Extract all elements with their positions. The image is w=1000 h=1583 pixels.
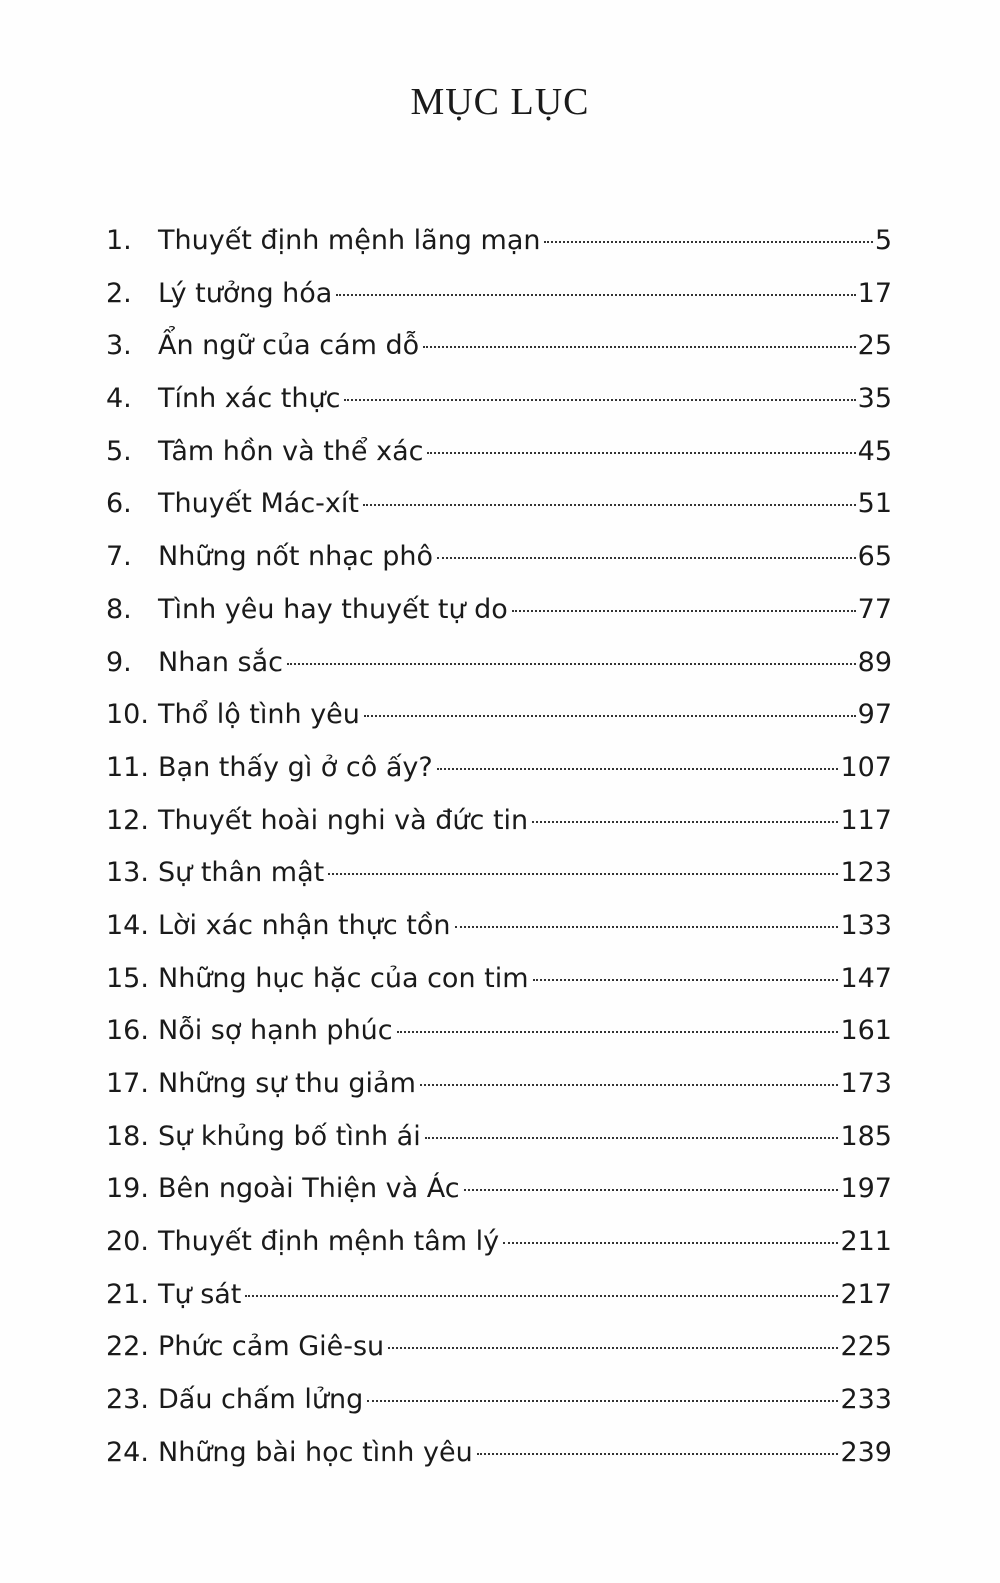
toc-entry — [106, 847, 892, 900]
toc-entry-page-number: 77 — [857, 593, 892, 625]
toc-entry — [106, 953, 892, 1006]
toc-entry-number: 8. — [106, 593, 132, 625]
toc-entry-number: 19. — [106, 1173, 149, 1205]
dot-leader — [344, 399, 855, 401]
dot-leader — [532, 821, 838, 823]
toc-entry — [106, 531, 892, 584]
toc-entry-page-number: 239 — [840, 1436, 892, 1468]
toc-entry-title: Tính xác thực — [158, 383, 341, 415]
toc-entry — [106, 584, 892, 637]
toc-entry-number: 13. — [106, 857, 149, 889]
toc-entry-title: Nỗi sợ hạnh phúc — [158, 1015, 393, 1047]
toc-entry — [106, 1216, 892, 1269]
toc-entry — [106, 1005, 892, 1058]
toc-entry-number: 2. — [106, 277, 132, 309]
dot-leader — [437, 557, 856, 559]
toc-entry-page-number: 161 — [840, 1015, 892, 1047]
toc-entry — [106, 742, 892, 795]
toc-entry-number: 10. — [106, 699, 149, 731]
toc-entry-title: Nhan sắc — [158, 646, 284, 678]
toc-entry-title: Bên ngoài Thiện và Ác — [158, 1173, 460, 1205]
toc-entry-title: Những bài học tình yêu — [158, 1436, 473, 1468]
toc-entry — [106, 1321, 892, 1374]
toc-entry-title: Thổ lộ tình yêu — [158, 699, 360, 731]
toc-entry-title: Dấu chấm lửng — [158, 1384, 364, 1416]
toc-entry-number: 11. — [106, 751, 149, 783]
dot-leader — [363, 504, 856, 506]
toc-entry — [106, 795, 892, 848]
toc-entry-number: 7. — [106, 541, 132, 573]
toc-entry-title: Lý tưởng hóa — [158, 277, 333, 309]
toc-entry — [106, 215, 892, 268]
toc-entry-page-number: 123 — [840, 857, 892, 889]
toc-entry-title: Thuyết định mệnh tâm lý — [158, 1226, 500, 1258]
dot-leader — [287, 663, 856, 665]
toc-entry-title: Sự khủng bố tình ái — [158, 1120, 421, 1152]
toc-entry-page-number: 51 — [857, 488, 892, 520]
toc-entry — [106, 1374, 892, 1427]
toc-entry-title: Ẩn ngữ của cám dỗ — [158, 330, 420, 362]
dot-leader — [533, 979, 839, 981]
toc-entry — [106, 900, 892, 953]
toc-entry-number: 15. — [106, 962, 149, 994]
toc-entry-page-number: 147 — [840, 962, 892, 994]
toc-entry-number: 12. — [106, 804, 149, 836]
dot-leader — [425, 1137, 839, 1139]
dot-leader — [420, 1084, 839, 1086]
toc-entry — [106, 689, 892, 742]
toc-entry — [106, 1269, 892, 1322]
toc-entry-page-number: 97 — [857, 699, 892, 731]
toc-entry-title: Thuyết định mệnh lãng mạn — [158, 225, 541, 256]
dot-leader — [437, 768, 839, 770]
toc-entry — [106, 478, 892, 531]
toc-entry-page-number: 107 — [840, 751, 892, 783]
toc-entry-title: Thuyết Mác-xít — [158, 488, 359, 520]
toc-entry-title: Sự thân mật — [158, 857, 325, 889]
dot-leader — [455, 926, 839, 928]
toc-entry-title: Tâm hồn và thể xác — [158, 435, 424, 467]
toc-entry-page-number: 65 — [857, 541, 892, 573]
page-title: MỤC LỤC — [410, 81, 590, 123]
toc-entry-page-number: 25 — [857, 330, 892, 362]
toc-entry-title: Thuyết hoài nghi và đức tin — [158, 804, 529, 836]
dot-leader — [427, 452, 855, 454]
toc-entry — [106, 426, 892, 479]
toc-entry-title: Những sự thu giảm — [158, 1068, 416, 1099]
toc-entry-page-number: 225 — [840, 1331, 892, 1363]
toc-entry-number: 6. — [106, 488, 132, 520]
toc-entry-page-number: 89 — [857, 646, 892, 678]
toc-entry-number: 20. — [106, 1226, 149, 1258]
toc-entry-page-number: 45 — [857, 435, 892, 467]
toc-entry-number: 18. — [106, 1120, 149, 1152]
toc-entry-page-number: 133 — [840, 909, 892, 941]
toc-entry — [106, 1427, 892, 1480]
dot-leader — [328, 873, 838, 875]
toc-entry-title: Phức cảm Giê-su — [158, 1331, 385, 1363]
toc-entry-number: 21. — [106, 1278, 149, 1310]
toc-entry-page-number: 185 — [840, 1120, 892, 1152]
toc-entry-page-number: 35 — [857, 383, 892, 415]
toc-entry — [106, 373, 892, 426]
toc-entry-number: 9. — [106, 646, 132, 678]
toc-entry-page-number: 217 — [840, 1278, 892, 1310]
toc-entry — [106, 1111, 892, 1164]
toc-entry-number: 22. — [106, 1331, 149, 1363]
dot-leader — [388, 1347, 838, 1349]
dot-leader — [477, 1453, 839, 1455]
toc-entry-number: 4. — [106, 383, 132, 415]
toc-entry-page-number: 5 — [874, 225, 892, 256]
dot-leader — [544, 241, 872, 243]
dot-leader — [336, 294, 855, 296]
toc-entry-title: Lời xác nhận thực tồn — [158, 909, 451, 941]
dot-leader — [512, 610, 856, 612]
toc-entry-title: Tự sát — [158, 1278, 242, 1310]
toc-entry-number: 14. — [106, 909, 149, 941]
toc-entry-page-number: 173 — [840, 1068, 892, 1099]
toc-entry-number: 17. — [106, 1068, 149, 1099]
toc-entry-title: Những hục hặc của con tim — [158, 962, 529, 994]
toc-entry-number: 23. — [106, 1384, 149, 1416]
toc-entry-title: Tình yêu hay thuyết tự do — [158, 593, 508, 625]
dot-leader — [245, 1295, 838, 1297]
toc-entry-page-number: 197 — [840, 1173, 892, 1205]
toc-entry — [106, 637, 892, 690]
toc-entry-page-number: 117 — [840, 804, 892, 836]
dot-leader — [423, 346, 856, 348]
dot-leader — [503, 1242, 838, 1244]
toc-entry-number: 3. — [106, 330, 132, 362]
toc-entry — [106, 1058, 892, 1111]
toc-entry-page-number: 233 — [840, 1384, 892, 1416]
toc-entry-number: 24. — [106, 1436, 149, 1468]
dot-leader — [397, 1031, 839, 1033]
table-of-contents — [106, 215, 892, 1480]
toc-entry-page-number: 17 — [857, 277, 892, 309]
toc-entry-title: Bạn thấy gì ở cô ấy? — [158, 751, 433, 783]
toc-entry-page-number: 211 — [840, 1226, 892, 1258]
dot-leader — [367, 1400, 838, 1402]
toc-entry — [106, 268, 892, 321]
toc-entry — [106, 320, 892, 373]
toc-entry-number: 1. — [106, 225, 132, 256]
toc-entry-number: 5. — [106, 435, 132, 467]
toc-entry — [106, 1163, 892, 1216]
dot-leader — [364, 715, 856, 717]
toc-entry-number: 16. — [106, 1015, 149, 1047]
dot-leader — [464, 1189, 839, 1191]
toc-entry-title: Những nốt nhạc phô — [158, 541, 434, 573]
